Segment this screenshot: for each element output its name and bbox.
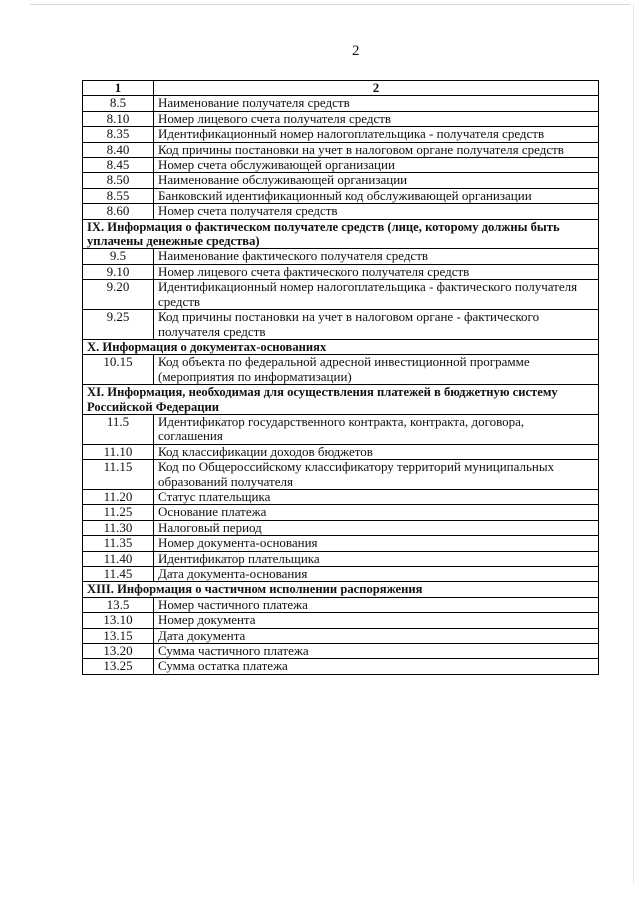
item-name-line: Номер документа [158,612,256,628]
item-code: 11.45 [83,567,154,582]
item-name [154,96,599,111]
table-row [83,444,599,459]
section-heading-line: уплачены денежные средства) [87,234,260,249]
table-row [83,355,599,385]
table-row [83,173,599,188]
item-name-line: Идентификационный номер налогоплательщика - получателя средств [158,126,545,142]
item-code: 11.10 [83,444,154,459]
table-row [83,597,599,612]
section-heading-line: XI. Информация, необходимая для осуществления платежей в бюджетную систему [87,385,558,400]
item-name-line: образований получателя [158,473,293,489]
item-name-line: Идентификатор плательщика [158,550,320,566]
column-header-1: 1 [83,81,154,96]
item-name-line: Номер документа-основания [158,535,318,551]
table-row [83,644,599,659]
item-name [154,628,599,643]
item-code: 13.5 [83,597,154,612]
item-name-line: Номер счета обслуживающей организации [158,157,395,173]
item-name-line: Дата документа [158,627,246,643]
item-name [154,173,599,188]
table-row [83,489,599,504]
section-heading [83,582,599,597]
item-name-line: Налоговый период [158,519,262,535]
table-row [83,264,599,279]
item-name [154,249,599,264]
scan-edge-top [30,4,630,5]
section-row [83,219,599,249]
item-name-line: Наименование обслуживающей организации [158,172,408,188]
item-name [154,551,599,566]
item-name [154,264,599,279]
item-code: 11.20 [83,489,154,504]
item-name-line: Код причины постановки на учет в налоговом органе получателя средств [158,141,564,157]
table-row [83,280,599,310]
page-number: 2 [352,43,360,59]
item-name [154,489,599,504]
item-name-line: Основание платежа [158,504,267,520]
table-row [83,628,599,643]
item-name-line: Номер счета получателя средств [158,203,338,219]
item-name [154,520,599,535]
item-code: 11.35 [83,536,154,551]
item-name [154,355,599,385]
item-code: 9.25 [83,310,154,340]
table-row [83,249,599,264]
item-name [154,414,599,444]
table-row [83,188,599,203]
item-code: 9.5 [83,249,154,264]
scan-edge-right [633,4,634,884]
section-heading-line: XIII. Информация о частичном исполнении распоряжения [87,582,423,597]
table-row [83,536,599,551]
table-row [83,520,599,535]
item-code: 11.15 [83,460,154,490]
item-name [154,536,599,551]
item-name-line: Идентификационный номер налогоплательщика - фактического получателя [158,279,578,295]
section-row [83,582,599,597]
section-heading [83,385,599,415]
item-code: 13.15 [83,628,154,643]
item-name [154,111,599,126]
item-name-line: Код классификации доходов бюджетов [158,443,373,459]
section-heading-line: X. Информация о документах-основаниях [87,339,327,354]
item-name-line: Номер частичного платежа [158,596,308,612]
item-code: 8.50 [83,173,154,188]
item-name-line: (мероприятия по информатизации) [158,368,352,384]
item-name-line: Номер лицевого счета фактического получателя средств [158,263,470,279]
item-name-line: получателя средств [158,323,266,339]
item-code: 11.40 [83,551,154,566]
table-row [83,204,599,219]
table-row [83,505,599,520]
item-name-line: Номер лицевого счета получателя средств [158,110,392,126]
item-name-line: Дата документа-основания [158,566,308,581]
item-code: 9.20 [83,280,154,310]
section-heading [83,219,599,249]
item-name-line: соглашения [158,428,223,444]
item-name-line: Код по Общероссийскому классификатору территорий муниципальных [158,459,555,475]
item-code: 8.35 [83,127,154,142]
table-row [83,158,599,173]
item-code: 13.10 [83,613,154,628]
item-name [154,310,599,340]
item-name [154,567,599,582]
table-row [83,127,599,142]
item-code: 11.30 [83,520,154,535]
item-name [154,644,599,659]
item-name-line: Сумма частичного платежа [158,643,309,659]
item-name-line: Статус плательщика [158,488,271,504]
table-body [83,96,599,674]
section-heading [83,339,599,354]
item-name-line: Идентификатор государственного контракта, контракта, договора, [158,413,525,429]
table-row [83,142,599,157]
item-code: 13.25 [83,659,154,674]
item-name [154,204,599,219]
item-name-line: средств [158,293,201,309]
section-heading-line: IX. Информация о фактическом получателе средств (лице, которому должны быть [87,219,560,234]
table-row [83,659,599,674]
item-code: 13.20 [83,644,154,659]
section-row [83,385,599,415]
item-code: 8.5 [83,96,154,111]
table-row [83,310,599,340]
item-name [154,659,599,674]
item-name [154,613,599,628]
item-name [154,280,599,310]
item-code: 10.15 [83,355,154,385]
item-code: 11.5 [83,414,154,444]
item-code: 8.45 [83,158,154,173]
item-name [154,460,599,490]
item-name [154,158,599,173]
table-row [83,551,599,566]
item-code: 11.25 [83,505,154,520]
table-row [83,567,599,582]
requisites-table [82,80,599,675]
item-name-line: Банковский идентификационный код обслуживающей организации [158,187,532,203]
section-heading-line: Российской Федерации [87,399,220,414]
item-name-line: Наименование получателя средств [158,95,350,111]
item-code: 8.40 [83,142,154,157]
item-name-line: Код причины постановки на учет в налоговом органе - фактического [158,309,540,325]
item-code: 9.10 [83,264,154,279]
item-name [154,188,599,203]
column-header-2: 2 [154,81,599,96]
item-name [154,127,599,142]
table-row [83,111,599,126]
item-name-line: Наименование фактического получателя средств [158,248,429,264]
item-name-line: Сумма остатка платежа [158,658,288,674]
table-row [83,460,599,490]
table-row [83,96,599,111]
item-code: 8.10 [83,111,154,126]
item-name [154,142,599,157]
item-name [154,597,599,612]
item-name [154,505,599,520]
item-code: 8.60 [83,204,154,219]
item-name-line: Код объекта по федеральной адресной инвестиционной программе [158,354,530,370]
table-row [83,613,599,628]
item-code: 8.55 [83,188,154,203]
item-name [154,444,599,459]
table-row [83,414,599,444]
table-header-row [83,81,599,96]
section-row [83,339,599,354]
